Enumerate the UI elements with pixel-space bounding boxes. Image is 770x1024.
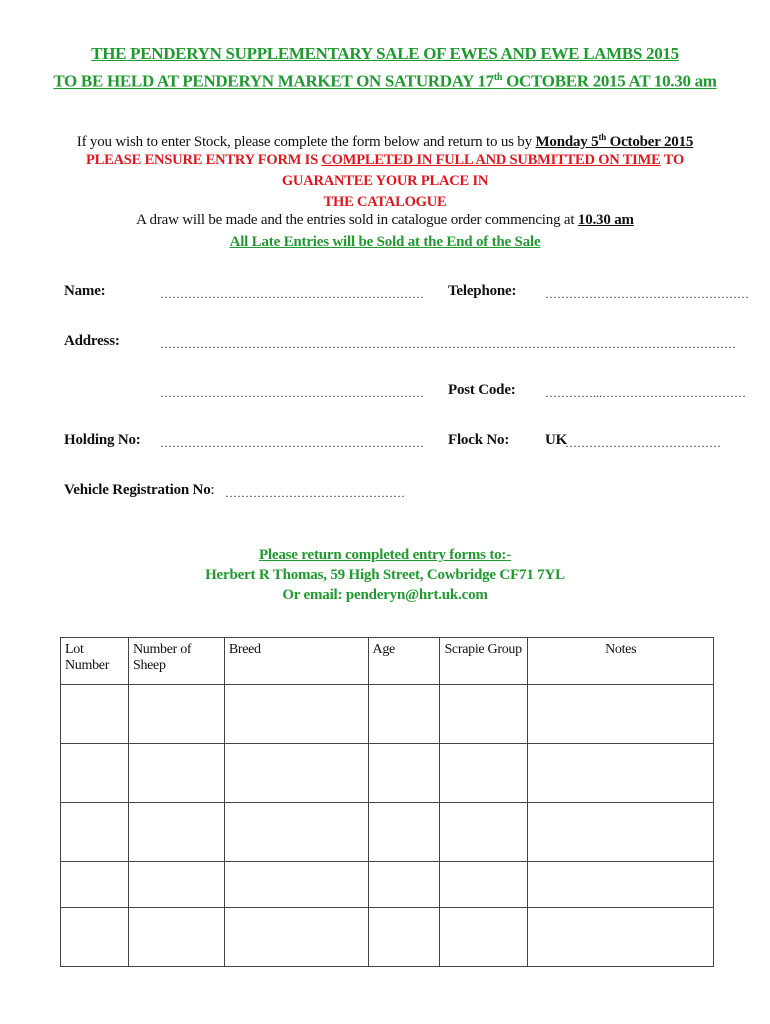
table-cell[interactable] xyxy=(440,862,528,908)
col-number-of-sheep: Number of Sheep xyxy=(128,638,224,685)
table-cell[interactable] xyxy=(528,685,714,744)
warning-text xyxy=(0,150,770,213)
table-cell[interactable] xyxy=(224,862,368,908)
table-row xyxy=(61,744,714,803)
address-field-line-1[interactable]: ……………………………………………………………………………………………………………………………… xyxy=(160,337,736,351)
table-cell[interactable] xyxy=(128,862,224,908)
title-line-2-text: TO BE HELD AT PENDERYN MARKET ON SATURDAY 17 xyxy=(53,71,494,91)
deadline-text: Monday 5 xyxy=(535,134,599,150)
table-row xyxy=(61,908,714,967)
flock-label: Flock No: xyxy=(448,432,510,448)
title-line-1: THE PENDERYN SUPPLEMENTARY SALE OF EWES AND EWE LAMBS 2015 xyxy=(91,44,679,63)
deadline xyxy=(535,134,693,150)
vehicle-label xyxy=(64,482,214,499)
return-email[interactable]: Or email: penderyn@hrt.uk.com xyxy=(282,587,488,603)
postcode-label: Post Code: xyxy=(448,382,516,398)
vehicle-field[interactable]: ……………………………………… xyxy=(225,486,405,500)
table-cell[interactable] xyxy=(61,862,129,908)
table-cell[interactable] xyxy=(528,744,714,803)
table-cell[interactable] xyxy=(528,862,714,908)
table-row xyxy=(61,685,714,744)
table-cell[interactable] xyxy=(440,908,528,967)
intro-text-body: If you wish to enter Stock, please complete the form below and return to us by xyxy=(76,134,536,150)
table-cell[interactable] xyxy=(61,803,129,862)
col-breed: Breed xyxy=(224,638,368,685)
address-field-line-2[interactable]: ………………………………………………………… xyxy=(160,386,424,400)
table-cell[interactable] xyxy=(128,744,224,803)
table-cell[interactable] xyxy=(368,744,440,803)
flock-prefix: UK xyxy=(545,432,568,448)
name-field[interactable]: ………………………………………………………… xyxy=(160,287,424,301)
page-title xyxy=(0,42,770,94)
title-line-2-end: OCTOBER 2015 AT 10.30 am xyxy=(502,71,717,91)
table-cell[interactable] xyxy=(224,685,368,744)
draw-text xyxy=(0,210,770,230)
table-cell[interactable] xyxy=(128,685,224,744)
vehicle-label-text: Vehicle Registration No xyxy=(64,482,211,498)
table-cell[interactable] xyxy=(368,908,440,967)
holding-field[interactable]: ………………………………………………………… xyxy=(160,436,424,450)
telephone-field[interactable]: …………………………………………… xyxy=(545,287,749,301)
return-info xyxy=(0,545,770,605)
table-cell[interactable] xyxy=(61,685,129,744)
table-cell[interactable] xyxy=(368,685,440,744)
table-cell[interactable] xyxy=(440,744,528,803)
intro-text xyxy=(0,127,770,152)
title-line-2-sup: th xyxy=(493,72,503,83)
col-notes: Notes xyxy=(528,638,714,685)
table-row xyxy=(61,803,714,862)
table-cell[interactable] xyxy=(528,908,714,967)
draw-time: 10.30 am xyxy=(577,212,634,228)
table-cell[interactable] xyxy=(440,803,528,862)
table-cell[interactable] xyxy=(61,908,129,967)
table-cell[interactable] xyxy=(368,803,440,862)
flock-field[interactable]: ………………………………… xyxy=(565,436,721,450)
table-cell[interactable] xyxy=(440,685,528,744)
telephone-label: Telephone: xyxy=(448,283,517,299)
name-label: Name: xyxy=(64,283,106,299)
warning-post: TO GUARANTEE YOUR PLACE IN xyxy=(281,152,685,189)
table-cell[interactable] xyxy=(128,803,224,862)
table-cell[interactable] xyxy=(368,862,440,908)
vehicle-label-colon: : xyxy=(210,482,215,498)
table-cell[interactable] xyxy=(61,744,129,803)
late-entries-note: All Late Entries will be Sold at the End of the Sale xyxy=(229,234,541,250)
deadline-sup: th xyxy=(598,132,607,142)
table-row xyxy=(61,862,714,908)
col-scrapie-group: Scrapie Group xyxy=(440,638,528,685)
warning-underlined: COMPLETED IN FULL AND SUBMITTED ON TIME xyxy=(321,152,661,168)
table-cell[interactable] xyxy=(224,908,368,967)
col-age: Age xyxy=(368,638,440,685)
return-heading: Please return completed entry forms to:- xyxy=(258,547,512,563)
deadline-end: October 2015 xyxy=(606,134,694,150)
holding-label: Holding No: xyxy=(64,432,141,448)
table-header-row xyxy=(61,638,714,685)
title-line-2 xyxy=(0,66,770,94)
entries-table xyxy=(60,637,714,967)
table-cell[interactable] xyxy=(128,908,224,967)
table-cell[interactable] xyxy=(528,803,714,862)
warning-line-2: THE CATALOGUE xyxy=(323,194,447,210)
return-address: Herbert R Thomas, 59 High Street, Cowbridge CF71 7YL xyxy=(205,567,565,583)
table-cell[interactable] xyxy=(224,744,368,803)
warning-line-1 xyxy=(40,150,730,192)
draw-text-body: A draw will be made and the entries sold in catalogue order commencing at xyxy=(136,212,578,228)
address-label: Address: xyxy=(64,333,120,349)
col-lot-number: Lot Number xyxy=(61,638,129,685)
warning-pre: PLEASE ENSURE ENTRY FORM IS xyxy=(85,152,322,168)
postcode-field[interactable]: …………...……………………………… xyxy=(545,386,746,400)
table-cell[interactable] xyxy=(224,803,368,862)
